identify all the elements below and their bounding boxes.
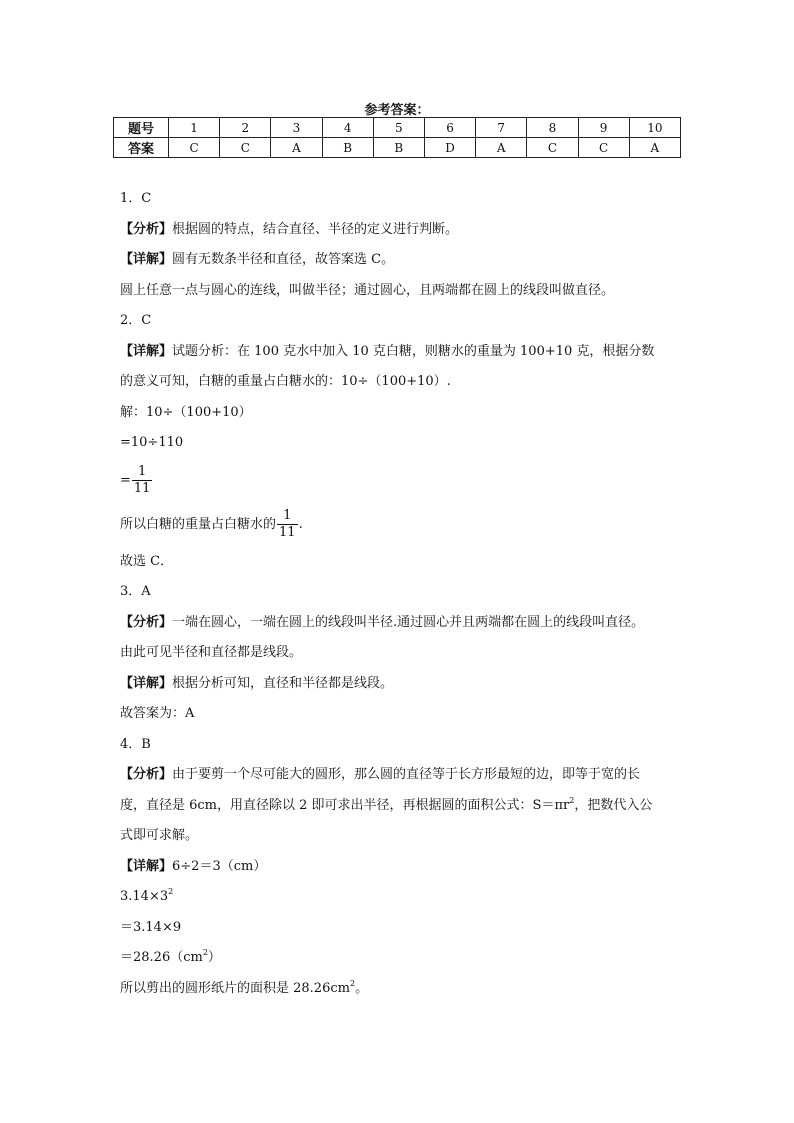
- q2-detail-line1: [120, 337, 680, 368]
- table-header-answer: 答案: [114, 138, 169, 158]
- q3-analysis-line2: 由此可见半径和直径都是线段。: [120, 645, 303, 660]
- q2-conclusion-text: 所以白糖的重量占白糖水的: [120, 516, 277, 532]
- fraction-numerator: 1: [277, 508, 298, 525]
- q4-step1: [120, 882, 680, 913]
- table-cell: 2: [220, 118, 271, 138]
- answer-table: [113, 117, 681, 158]
- table-cell: 5: [373, 118, 424, 138]
- q4-analysis-text: 由于要剪一个尽可能大的圆形，那么圆的直径等于长方形最短的边，即等于宽的长: [172, 767, 641, 782]
- fraction-denominator: 11: [279, 524, 296, 540]
- q4-number: 4．B: [120, 736, 151, 752]
- q1-analysis: [120, 215, 680, 246]
- q4-detail-text: 6÷2＝3（cm）: [172, 858, 267, 874]
- superscript: 2: [202, 948, 208, 957]
- table-cell: A: [476, 138, 527, 158]
- q2-conclusion: [120, 503, 680, 547]
- table-cell: 8: [527, 118, 578, 138]
- superscript: 2: [569, 795, 575, 805]
- q4-step-text: ）: [207, 950, 221, 965]
- solutions-body: [120, 184, 680, 1004]
- q4-analysis-line3: 式即可求解。: [120, 828, 199, 843]
- q2-detail-text: 试题分析：在 100 克水中加入 10 克白糖，则糖水的重量为 100+10 克，根据分数: [172, 343, 655, 359]
- q4-step-text: 3.14×3: [120, 889, 169, 904]
- detail-tag: 【详解】: [120, 858, 173, 874]
- detail-tag: 【详解】: [120, 343, 173, 359]
- q1-analysis-text: 根据圆的特点，结合直径、半径的定义进行判断。: [172, 221, 459, 237]
- fraction-denominator: 11: [133, 480, 151, 496]
- q2-choose: 故选 C．: [120, 553, 174, 569]
- q1-detail: [120, 245, 680, 276]
- table-cell: A: [629, 138, 680, 158]
- table-cell: C: [220, 138, 271, 158]
- table-cell: A: [271, 138, 322, 158]
- fraction: [277, 508, 298, 541]
- table-cell: 3: [271, 118, 322, 138]
- equals-sign: =: [120, 472, 131, 488]
- q3-detail-text: 根据分析可知，直径和半径都是线段。: [172, 675, 394, 691]
- q3-number: 3．A: [120, 584, 151, 599]
- q1-extra: 圆上任意一点与圆心的连线，叫做半径；通过圆心，且两端都在圆上的线段叫做直径。: [120, 282, 615, 298]
- analysis-tag: 【分析】: [120, 221, 173, 237]
- detail-tag: 【详解】: [120, 675, 173, 691]
- q4-detail: [120, 852, 680, 883]
- analysis-tag: 【分析】: [120, 767, 173, 782]
- q2-number: 2．C: [120, 313, 152, 328]
- table-cell: 10: [629, 118, 680, 138]
- fraction-numerator: 1: [132, 464, 153, 481]
- q3-analysis-line1: [120, 608, 680, 639]
- q4-conclusion-text: 所以剪出的圆形纸片的面积是 28.26cm: [120, 980, 350, 996]
- q3-detail: [120, 669, 680, 700]
- fraction: [132, 464, 153, 497]
- q4-step3: [120, 943, 680, 974]
- table-row-numbers: [114, 118, 681, 138]
- q3-answer: 故答案为：A: [120, 706, 195, 721]
- q4-analysis-line2: [120, 791, 680, 822]
- q4-analysis-text: ，把数代入公: [574, 797, 653, 813]
- q1-number: 1．C: [120, 191, 152, 206]
- q4-conclusion-text: 。: [355, 980, 369, 996]
- table-cell: B: [373, 138, 424, 158]
- table-cell: 7: [476, 118, 527, 138]
- table-cell: C: [578, 138, 629, 158]
- table-cell: C: [169, 138, 220, 158]
- table-cell: C: [527, 138, 578, 158]
- table-header-number: 题号: [114, 118, 169, 138]
- superscript: 2: [349, 978, 356, 988]
- table-row-answers: [114, 138, 681, 158]
- detail-tag: 【详解】: [120, 252, 173, 267]
- period: .: [298, 516, 303, 532]
- q4-analysis-line1: [120, 760, 680, 791]
- table-cell: B: [322, 138, 373, 158]
- q4-conclusion: [120, 974, 680, 1005]
- q2-detail-line2: 的意义可知，白糖的重量占白糖水的：10÷（100+10）.: [120, 374, 451, 389]
- q3-analysis-text: 一端在圆心，一端在圆上的线段叫半径.通过圆心并且两端都在圆上的线段叫直径。: [172, 614, 645, 630]
- table-cell: 9: [578, 118, 629, 138]
- q4-analysis-text: 度，直径是 6cm，用直径除以 2 即可求出半径，再根据圆的面积公式：S＝πr: [120, 797, 570, 813]
- table-cell: 6: [424, 118, 475, 138]
- table-cell: 4: [322, 118, 373, 138]
- q4-step-text: ＝28.26（cm: [120, 950, 203, 965]
- table-cell: 1: [169, 118, 220, 138]
- superscript: 2: [168, 887, 174, 896]
- table-cell: D: [424, 138, 475, 158]
- q2-step1: 解：10÷（100+10）: [120, 404, 252, 420]
- q2-step3: [120, 459, 680, 503]
- q4-step2: ＝3.14×9: [120, 919, 182, 935]
- q2-step2: =10÷110: [120, 435, 184, 450]
- q1-detail-text: 圆有无数条半径和直径，故答案选 C。: [172, 252, 395, 267]
- page-title: 参考答案：: [364, 103, 430, 118]
- analysis-tag: 【分析】: [120, 614, 173, 630]
